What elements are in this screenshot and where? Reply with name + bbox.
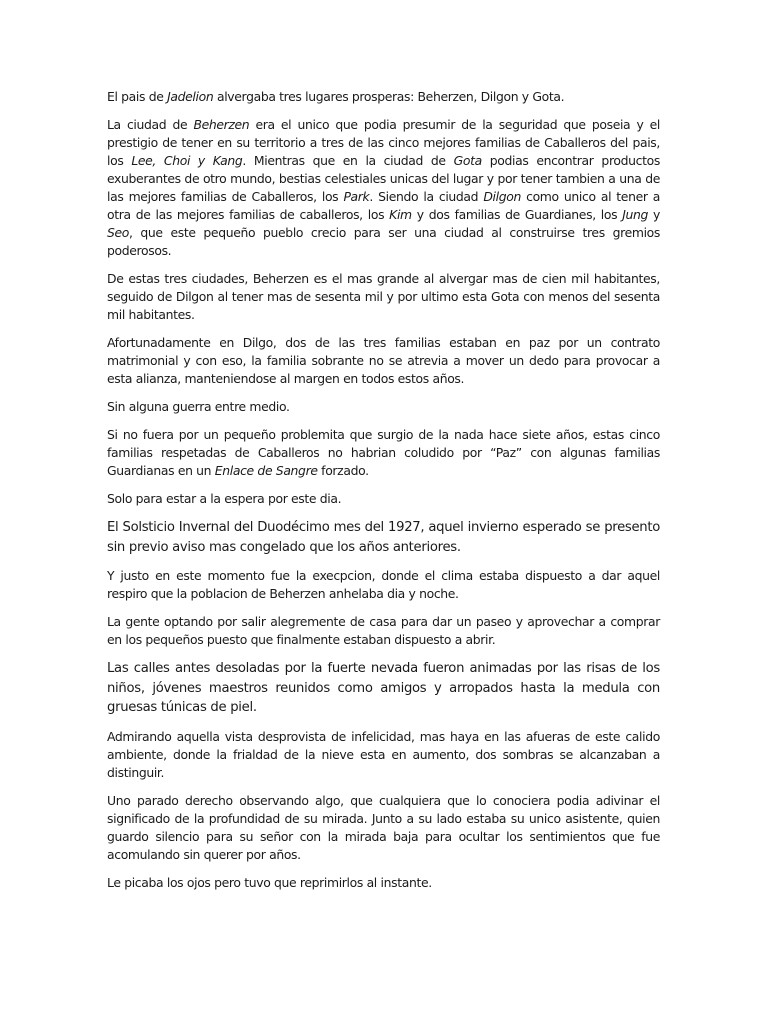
text-run: , que este pequeño pueblo crecio para ser una ciudad al construirse tres gremios poderosos. bbox=[107, 225, 660, 258]
paragraph bbox=[107, 659, 660, 718]
text-run: . Siendo la ciudad bbox=[369, 189, 484, 204]
text-run: y bbox=[648, 207, 660, 222]
italic-text: Jung bbox=[622, 207, 649, 222]
text-run: Admirando aquella vista desprovista de infelicidad, mas haya en las afueras de este calido ambiente, donde la frialdad de la nieve esta en aumento, dos sombras se alcanzaban a distinguir. bbox=[107, 728, 660, 780]
text-run: era el unico que podia presumir de la seguridad que poseia y el prestigio de tener en su territorio a tres de las cinco mejores familias de Caballeros del pais, los bbox=[107, 117, 660, 168]
paragraph bbox=[107, 874, 660, 892]
paragraph bbox=[107, 792, 660, 864]
text-run: . Mientras que en la ciudad de bbox=[242, 153, 454, 168]
italic-text: Kim bbox=[389, 207, 412, 222]
paragraph bbox=[107, 567, 660, 603]
text-run: forzado. bbox=[317, 463, 369, 478]
paragraph bbox=[107, 426, 660, 480]
text-run: podias encontrar productos exuberantes de otro mundo, bestias celestiales unicas del lugar y por tener tambien a una de las mejores familias de Caballeros, los bbox=[107, 153, 660, 204]
italic-text: Beherzen bbox=[193, 117, 250, 132]
paragraph bbox=[107, 398, 660, 416]
text-run: Afortunadamente en Dilgo, dos de las tres familias estaban en paz por un contrato matrimonial y con eso, la familia sobrante no se atrevia a mover un dedo para provocar a esta alianza, manteniendose al margen en todos estos años. bbox=[107, 335, 660, 386]
paragraph bbox=[107, 490, 660, 508]
text-run: alvergaba tres lugares prosperas: Beherzen, Dilgon y Gota. bbox=[213, 89, 565, 104]
italic-text: Jadelion bbox=[167, 89, 214, 104]
italic-text: Park bbox=[343, 189, 370, 204]
text-run: y dos familias de Guardianes, los bbox=[411, 207, 623, 222]
italic-text: Gota bbox=[453, 153, 482, 168]
paragraph bbox=[107, 88, 660, 106]
text-run: De estas tres ciudades, Beherzen es el mas grande al alvergar mas de cien mil habitantes, seguido de Dilgon al tener mas de sesenta mil y por ultimo esta Gota con menos del sesenta mil habitantes. bbox=[107, 271, 660, 322]
text-run: Y justo en este momento fue la execpcion, donde el clima estaba dispuesto a dar aquel respiro que la poblacion de Beherzen anhelaba dia y noche. bbox=[107, 568, 660, 601]
text-run: Las calles antes desoladas por la fuerte nevada fueron animadas por las risas de los niños, jóvenes maestros reunidos como amigos y arropados hasta la medula con gruesas túnicas de piel. bbox=[107, 661, 660, 715]
paragraph bbox=[107, 518, 660, 557]
italic-text: Dilgon bbox=[483, 189, 521, 204]
italic-text: Seo bbox=[107, 225, 130, 240]
text-run: como unico al tener a otra de las mejores familias de caballeros, los bbox=[107, 189, 660, 222]
text-run: Solo para estar a la espera por este dia. bbox=[107, 491, 342, 506]
paragraph bbox=[107, 613, 660, 649]
text-run: Si no fuera por un pequeño problemita que surgio de la nada hace siete años, estas cinco familias respetadas de Caballeros no habrian coludido por “Paz” con algunas familias Guardianas en un bbox=[107, 427, 660, 478]
text-run: El Solsticio Invernal del Duodécimo mes del 1927, aquel invierno esperado se presento sin previo aviso mas congelado que los años anteriores. bbox=[107, 520, 660, 555]
text-run: La ciudad de bbox=[107, 117, 194, 132]
text-run: Uno parado derecho observando algo, que cualquiera que lo conociera podia adivinar el significado de la profundidad de su mirada. Junto a su lado estaba su unico asistente, quien guardo silencio para su señor con la mirada baja para ocultar los sentimientos que fue acomulando sin querer por años. bbox=[107, 792, 660, 862]
text-run: La gente optando por salir alegremente de casa para dar un paseo y aprovechar a comprar en los pequeños puesto que finalmente estaban dispuesto a abrir. bbox=[107, 614, 660, 647]
text-run: El pais de bbox=[107, 89, 168, 104]
italic-text: Enlace de Sangre bbox=[214, 463, 318, 478]
paragraph bbox=[107, 334, 660, 388]
paragraph bbox=[107, 270, 660, 324]
document-page bbox=[107, 88, 660, 902]
text-run: Le picaba los ojos pero tuvo que reprimirlos al instante. bbox=[107, 874, 432, 890]
italic-text: Lee, Choi y Kang bbox=[131, 153, 243, 168]
paragraph bbox=[107, 116, 660, 260]
text-run: Sin alguna guerra entre medio. bbox=[107, 399, 290, 414]
paragraph bbox=[107, 728, 660, 782]
